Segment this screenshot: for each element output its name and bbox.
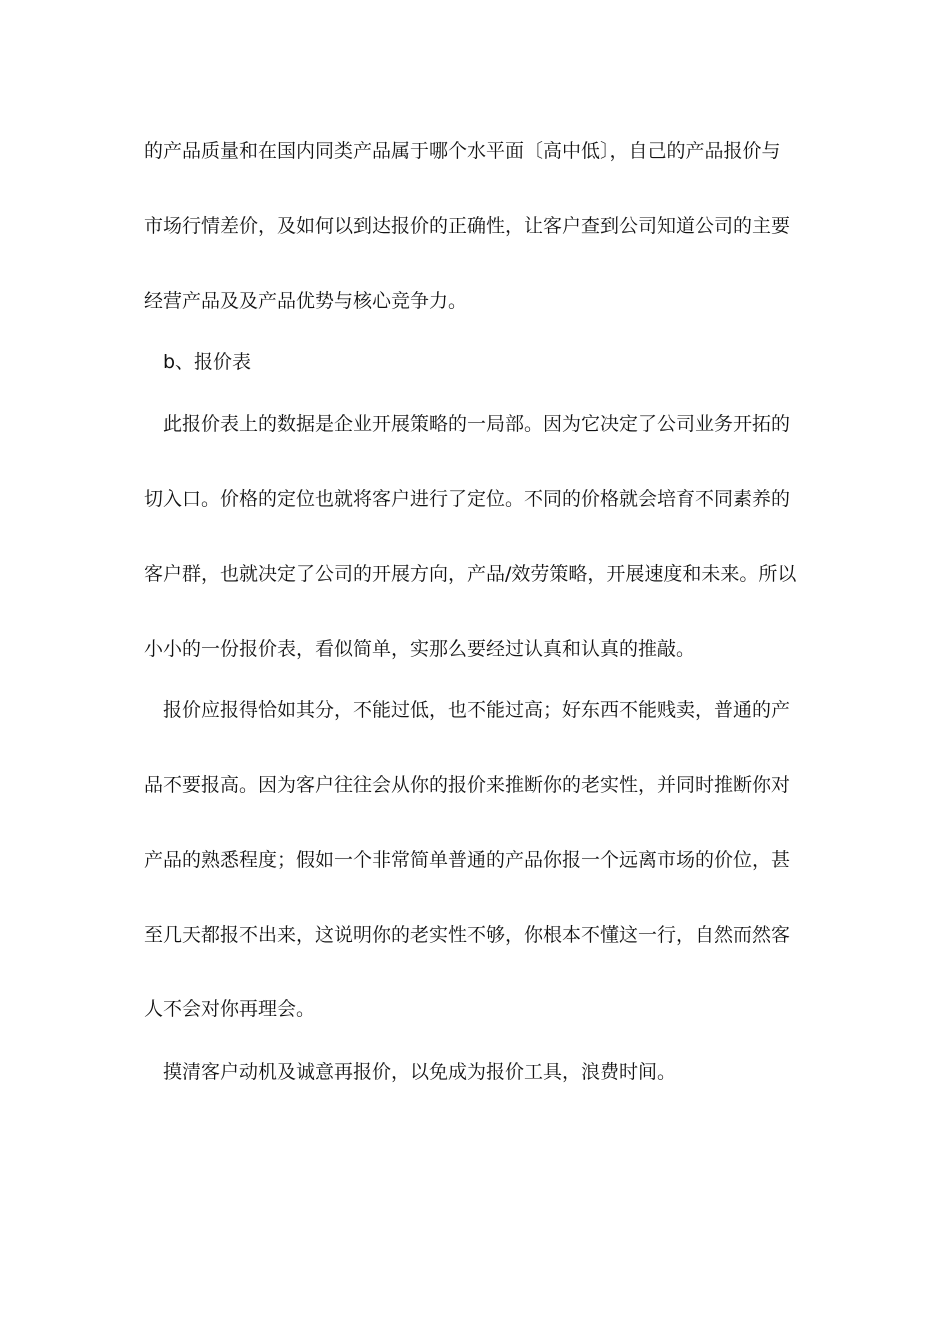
text-line: 此报价表上的数据是企业开展策略的一局部。因为它决定了公司业务开拓的 xyxy=(163,413,791,435)
text-line: 品不要报高。因为客户往往会从你的报价来推断你的老实性，并同时推断你对 xyxy=(144,774,791,796)
text-line: 切入口。价格的定位也就将客户进行了定位。不同的价格就会培育不同素养的 xyxy=(144,488,791,510)
text-line: 经营产品及及产品优势与核心竞争力。 xyxy=(144,290,468,312)
text-line: 小小的一份报价表，看似简单，实那么要经过认真和认真的推敲。 xyxy=(144,638,696,660)
section-heading: b、报价表 xyxy=(163,351,252,373)
text-line: 至几天都报不出来，这说明你的老实性不够，你根本不懂这一行，自然而然客 xyxy=(144,924,791,946)
text-line: 摸清客户动机及诚意再报价，以免成为报价工具，浪费时间。 xyxy=(163,1061,677,1083)
text-line: 人不会对你再理会。 xyxy=(144,998,316,1020)
text-line: 报价应报得恰如其分，不能过低，也不能过高；好东西不能贱卖，普通的产 xyxy=(163,699,791,721)
text-line: 产品的熟悉程度；假如一个非常简单普通的产品你报一个远离市场的价位，甚 xyxy=(144,849,791,871)
text-line: 市场行情差价，及如何以到达报价的正确性，让客户查到公司知道公司的主要 xyxy=(144,215,791,237)
text-line: 客户群，也就决定了公司的开展方向，产品/效劳策略，开展速度和未来。所以 xyxy=(144,563,797,585)
text-line: 的产品质量和在国内同类产品属于哪个水平面〔高中低〕，自己的产品报价与 xyxy=(144,140,781,162)
